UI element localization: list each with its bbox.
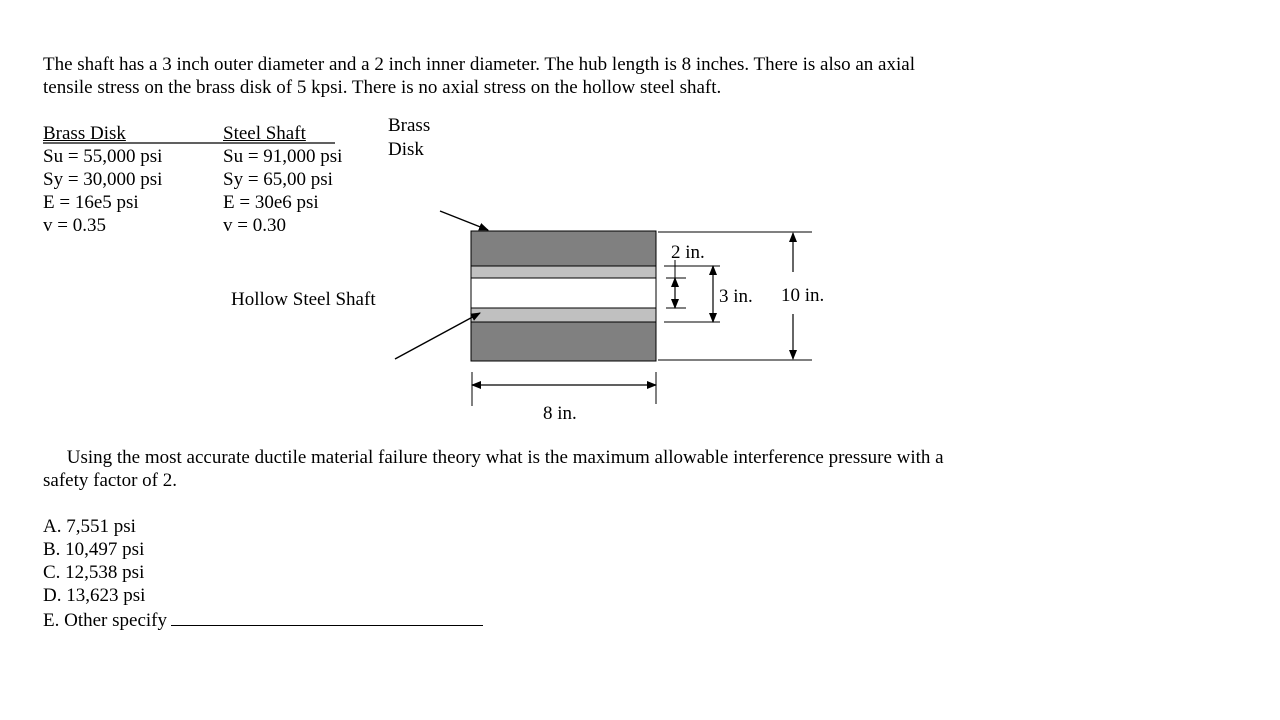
brass-disk-label-line-1: Brass	[388, 115, 431, 136]
answer-a[interactable]: A. 7,551 psi	[43, 516, 136, 537]
question-paragraph	[43, 446, 944, 492]
brass-disk-bottom	[471, 322, 656, 361]
brass-v: v = 0.35	[43, 215, 106, 236]
shaft-bore	[471, 278, 656, 308]
answer-e[interactable]	[43, 607, 483, 630]
brass-sy: Sy = 30,000 psi	[43, 169, 163, 190]
dimension-10in-label: 10 in.	[781, 285, 825, 306]
brass-disk-label-line-2: Disk	[388, 139, 424, 160]
dimension-2in-label: 2 in.	[671, 242, 705, 263]
brass-su: Su = 55,000 psi	[43, 146, 163, 167]
steel-sy: Sy = 65,00 psi	[223, 169, 333, 190]
dimension-3in-label: 3 in.	[719, 286, 753, 307]
steel-shaft-wall-bottom	[471, 308, 656, 322]
question-line-1-text: Using the most accurate ductile material failure theory what is the maximum allowable interference pressure with a	[66, 447, 944, 468]
steel-su: Su = 91,000 psi	[223, 146, 343, 167]
question-line-1	[43, 446, 944, 469]
dimension-8in-label: 8 in.	[543, 403, 577, 424]
question-line-2: safety factor of 2.	[43, 470, 177, 491]
steel-e: E = 30e6 psi	[223, 192, 319, 213]
steel-shaft-wall-top	[471, 266, 656, 278]
answer-d[interactable]: D. 13,623 psi	[43, 585, 146, 606]
answer-e-blank-line[interactable]	[171, 607, 483, 626]
hollow-steel-shaft-label: Hollow Steel Shaft	[231, 289, 376, 310]
steel-shaft-leader-arrow	[395, 313, 480, 359]
brass-disk-label	[388, 114, 430, 162]
answer-e-label: E. Other specify	[43, 610, 167, 631]
answer-c[interactable]: C. 12,538 psi	[43, 562, 145, 583]
answer-choices	[43, 515, 483, 630]
steel-shaft-header: Steel Shaft	[223, 123, 306, 144]
intro-line-2: tensile stress on the brass disk of 5 kpsi. There is no axial stress on the hollow steel shaft.	[43, 77, 722, 98]
brass-disk-leader-arrow	[440, 211, 488, 230]
brass-disk-header: Brass Disk	[43, 123, 126, 144]
brass-e: E = 16e5 psi	[43, 192, 139, 213]
intro-line-1: The shaft has a 3 inch outer diameter and a 2 inch inner diameter. The hub length is 8 inches. There is also an axial	[43, 54, 915, 75]
steel-v: v = 0.30	[223, 215, 286, 236]
brass-disk-top	[471, 231, 656, 266]
answer-b[interactable]: B. 10,497 psi	[43, 539, 145, 560]
